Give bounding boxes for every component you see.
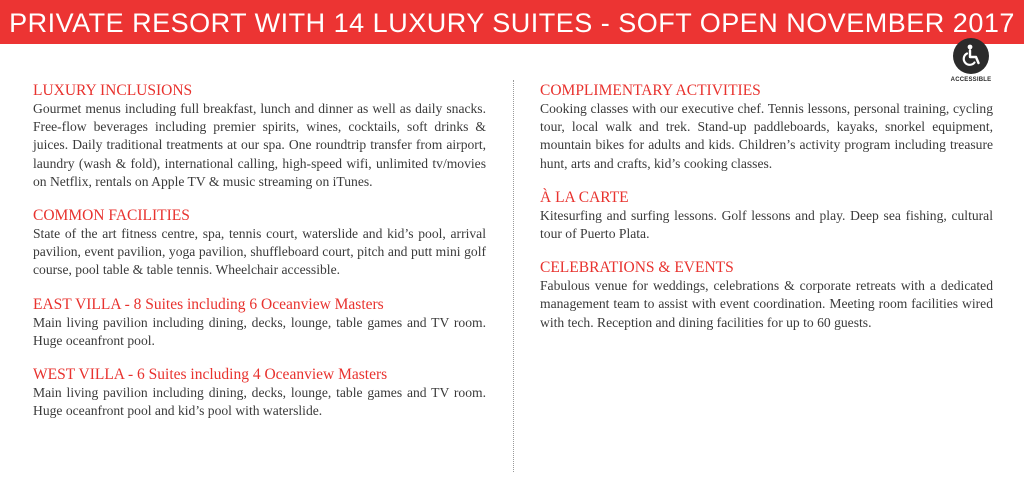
section-body: Main living pavilion including dining, decks, lounge, table games and TV room. Huge oceanfront pool and kid’s pool with waterslide. (33, 385, 486, 419)
column-divider (513, 80, 514, 472)
section-heading: COMMON FACILITIES (33, 207, 190, 225)
page-title: PRIVATE RESORT WITH 14 LUXURY SUITES - SOFT OPEN NOVEMBER 2017 (9, 7, 1015, 38)
section-body: Main living pavilion including dining, decks, lounge, table games and TV room. Huge oceanfront pool. (33, 314, 486, 348)
right-column (540, 82, 993, 348)
section-east-villa (33, 296, 486, 350)
section-a-la-carte (540, 189, 993, 243)
section-common-facilities (33, 207, 486, 280)
section-heading: WEST VILLA - 6 Suites including 4 Oceanview Masters (33, 366, 388, 384)
section-luxury-inclusions (33, 82, 486, 191)
section-celebrations-events (540, 259, 993, 332)
section-heading: À LA CARTE (540, 188, 629, 206)
section-body: State of the art fitness centre, spa, tennis court, waterslide and kid’s pool, arrival pavilion, event pavilion, yoga pavilion, shuffleboard court, pitch and putt mini golf course, pool table & table tennis. Wheelchair accessible. (33, 226, 486, 278)
title-banner (0, 0, 1024, 44)
wheelchair-icon (953, 38, 989, 74)
section-heading: COMPLIMENTARY ACTIVITIES (540, 82, 761, 99)
accessible-label: ACCESSIBLE (950, 77, 992, 83)
section-west-villa (33, 366, 486, 420)
section-complimentary-activities (540, 82, 993, 173)
left-column (33, 82, 486, 436)
accessible-badge (946, 38, 996, 83)
section-heading: CELEBRATIONS & EVENTS (540, 259, 734, 277)
section-heading: EAST VILLA - 8 Suites including 6 Oceanview Masters (33, 295, 384, 313)
section-body: Kitesurfing and surfing lessons. Golf lessons and play. Deep sea fishing, cultural tour of Puerto Plata. (540, 207, 993, 242)
section-body: Gourmet menus including full breakfast, lunch and dinner as well as daily snacks. Free-flow beverages including premier spirits, wines, cocktails, soft drinks & juices. Daily traditional treatments at our spa. One roundtrip transfer from airport, laundry (wash & fold), international calling, high-speed wifi, unlimited tv/movies on Netflix, rentals on Apple TV & music streaming on iTunes. (33, 101, 486, 189)
section-body: Fabulous venue for weddings, celebrations & corporate retreats with a dedicated management team to assist with event coordination. Meeting room facilities wired with tech. Reception and dining facilities for up to 60 guests. (540, 278, 993, 330)
section-heading: LUXURY INCLUSIONS (33, 82, 193, 99)
section-body: Cooking classes with our executive chef. Tennis lessons, personal training, cycling tour, local walk and trek. Stand-up paddleboards, kayaks, snorkel equipment, mountain bikes for adults and kids. Children’s activity program including treasure hunt, arts and crafts, kid’s cooking classes. (540, 101, 993, 171)
